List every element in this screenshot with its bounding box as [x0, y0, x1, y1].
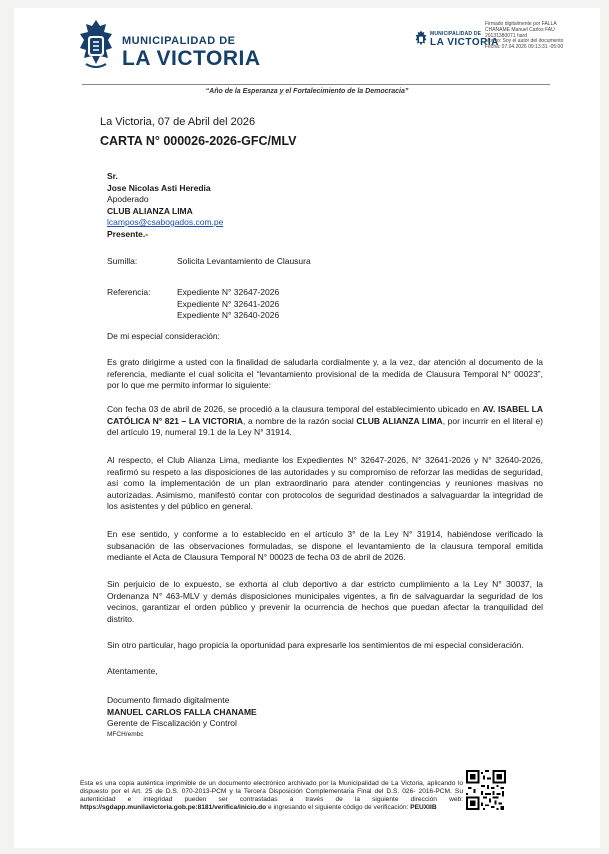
- referencia-item: Expediente N° 32641-2026: [177, 298, 280, 309]
- small-muni-bottom: LA VICTORIA: [430, 37, 499, 48]
- recipient-email-link[interactable]: lcampos@csabogados.com.pe: [107, 217, 224, 227]
- footer-text: e ingresando el siguiente código de verificación:: [266, 804, 411, 811]
- letter-number: CARTA N° 000026-2026-GFC/MLV: [100, 134, 297, 148]
- address-bold: AV. ISABEL LA CATÓLICA N° 821 – LA VICTORIA: [107, 404, 543, 426]
- closing: Atentamente,: [107, 666, 158, 676]
- footer-verification-text: [80, 780, 463, 812]
- paragraph-5: Sin perjuicio de lo expuesto, se exhorta al club deportivo a dar estricto cumplimiento a la Ley N° 30037, la Ordenanza N° 463-MLV y demás disposiciones municipales vigentes, a fin de salvaguardar la seguridad de los vecinos, garantizar el orden público y prevenir la ocurrencia de hechos que puedan afectar la tranquilidad del distrito.: [107, 579, 543, 624]
- paragraph-1: Es grato dirigirme a usted con la finalidad de saludarla cordialmente y, a la vez, dar atención al documento de la referencia, mediante el cual solicita el “levantamiento provisional de la medida de Clausura Temporal N° 00023”, por lo que me permito informar lo siguiente:: [107, 357, 543, 390]
- letter-page: [14, 8, 600, 848]
- club-name-bold: CLUB ALIANZA LIMA: [356, 415, 443, 426]
- initials: MFCH/embc: [107, 730, 144, 738]
- recipient-name: Jose Nicolas Asti Heredia: [107, 182, 211, 193]
- paragraph-6: Sin otro particular, hago propicia la oportunidad para expresarle los sentimientos de mi especial consideración.: [107, 640, 524, 650]
- header-muni-top: MUNICIPALIDAD DE: [122, 35, 236, 47]
- referencia-item: Expediente N° 32647-2026: [177, 287, 280, 297]
- qr-code: [466, 770, 506, 810]
- coat-of-arms-logo: [76, 18, 116, 72]
- digital-signature-box: [485, 22, 597, 51]
- sumilla-value: Solicita Levantamiento de Clausura: [177, 256, 311, 266]
- signature-line: 20131380071 hard: [485, 32, 527, 39]
- footer-text: Esta es una copia auténtica imprimible de un documento electrónico archivado por la Municipalidad de La Victoria, aplicando lo dispuesto por el Art. 25 de D.S. 070-2013-PCM y la Tercera Disposición Complementaria Final del D.S. 026- 2016-PCM. Su autenticidad e integridad pueden ser contrastadas a través de la siguiente dirección web:: [80, 780, 463, 803]
- verification-url[interactable]: https://sgdapp.munilavictoria.gob.pe:8181/verifica/inicio.do: [80, 804, 267, 811]
- recipient-role: Apoderado: [107, 194, 149, 204]
- paragraph-3: Al respecto, el Club Alianza Lima, mediante los Expedientes N° 32647-2026, N° 32641-2026 y N° 32640-2026, reafirmó su respeto a las disposiciones de las autoridades y su compromiso de reforzar las medidas de seguridad, así como la implementación de un plan extraordinario para atender contingencias y reuniones masivas no autorizadas. Asimismo, manifestó contar con protocolos de seguridad destinados a salvaguardar la integridad de los asistentes y del público en general.: [107, 455, 543, 511]
- signer-title: Gerente de Fiscalización y Control: [107, 718, 237, 728]
- slogan: “Año de la Esperanza y el Fortalecimiento de la Democracia”: [205, 88, 409, 95]
- signer-name: MANUEL CARLOS FALLA CHANAME: [107, 706, 257, 717]
- referencia-label: Referencia:: [107, 287, 151, 297]
- header-rule: [82, 84, 550, 85]
- paragraph-2-text: Con fecha 03 de abril de 2026, se procedió a la clausura temporal del establecimiento ubicado en: [107, 404, 483, 414]
- small-muni-top: MUNICIPALIDAD DE: [430, 31, 482, 37]
- recipient-present: Presente.-: [107, 228, 149, 239]
- referencia-item: Expediente N° 32640-2026: [177, 310, 280, 320]
- small-coat-of-arms-logo: [414, 30, 428, 48]
- recipient-block: [107, 171, 407, 240]
- signature-line: CHANAME Manuel Carlos FAU: [485, 26, 555, 33]
- referencia-list: [177, 287, 279, 322]
- paragraph-4: En ese sentido, y conforme a lo establecido en el artículo 3° de la Ley N° 31914, habiéndose verificado la subsanación de las observaciones formuladas, se dispone el levantamiento de la clausura temporal emitida mediante el Acta de Clausura Temporal N° 00023 de fecha 03 de abril de 2026.: [107, 529, 543, 562]
- place-date: La Victoria, 07 de Abril del 2026: [100, 116, 256, 128]
- paragraph-2-text: , a nombre de la razón social: [243, 415, 357, 426]
- signed-note: Documento firmado digitalmente: [107, 695, 230, 705]
- recipient-salutation: Sr.: [107, 171, 118, 181]
- signature-line: Fecha: 07.04.2026 09:13:31 -05:00: [485, 44, 564, 51]
- signature-block: [107, 695, 407, 739]
- signature-line: Motivo: Soy el autor del documento: [485, 38, 564, 45]
- signature-line: Firmado digitalmente por FALLA: [485, 21, 557, 27]
- header-muni-bottom: LA VICTORIA: [122, 47, 261, 70]
- paragraph-2-text: , por incurrir en el literal e) del artículo 19, numeral 19.1 de la Ley N° 31914.: [107, 415, 543, 437]
- sumilla-label: Sumilla:: [107, 256, 138, 266]
- verification-code: PEUXIIB: [410, 804, 437, 811]
- recipient-org: CLUB ALIANZA LIMA: [107, 205, 193, 216]
- greeting: De mi especial consideración:: [107, 331, 220, 341]
- paragraph-2: [107, 404, 543, 439]
